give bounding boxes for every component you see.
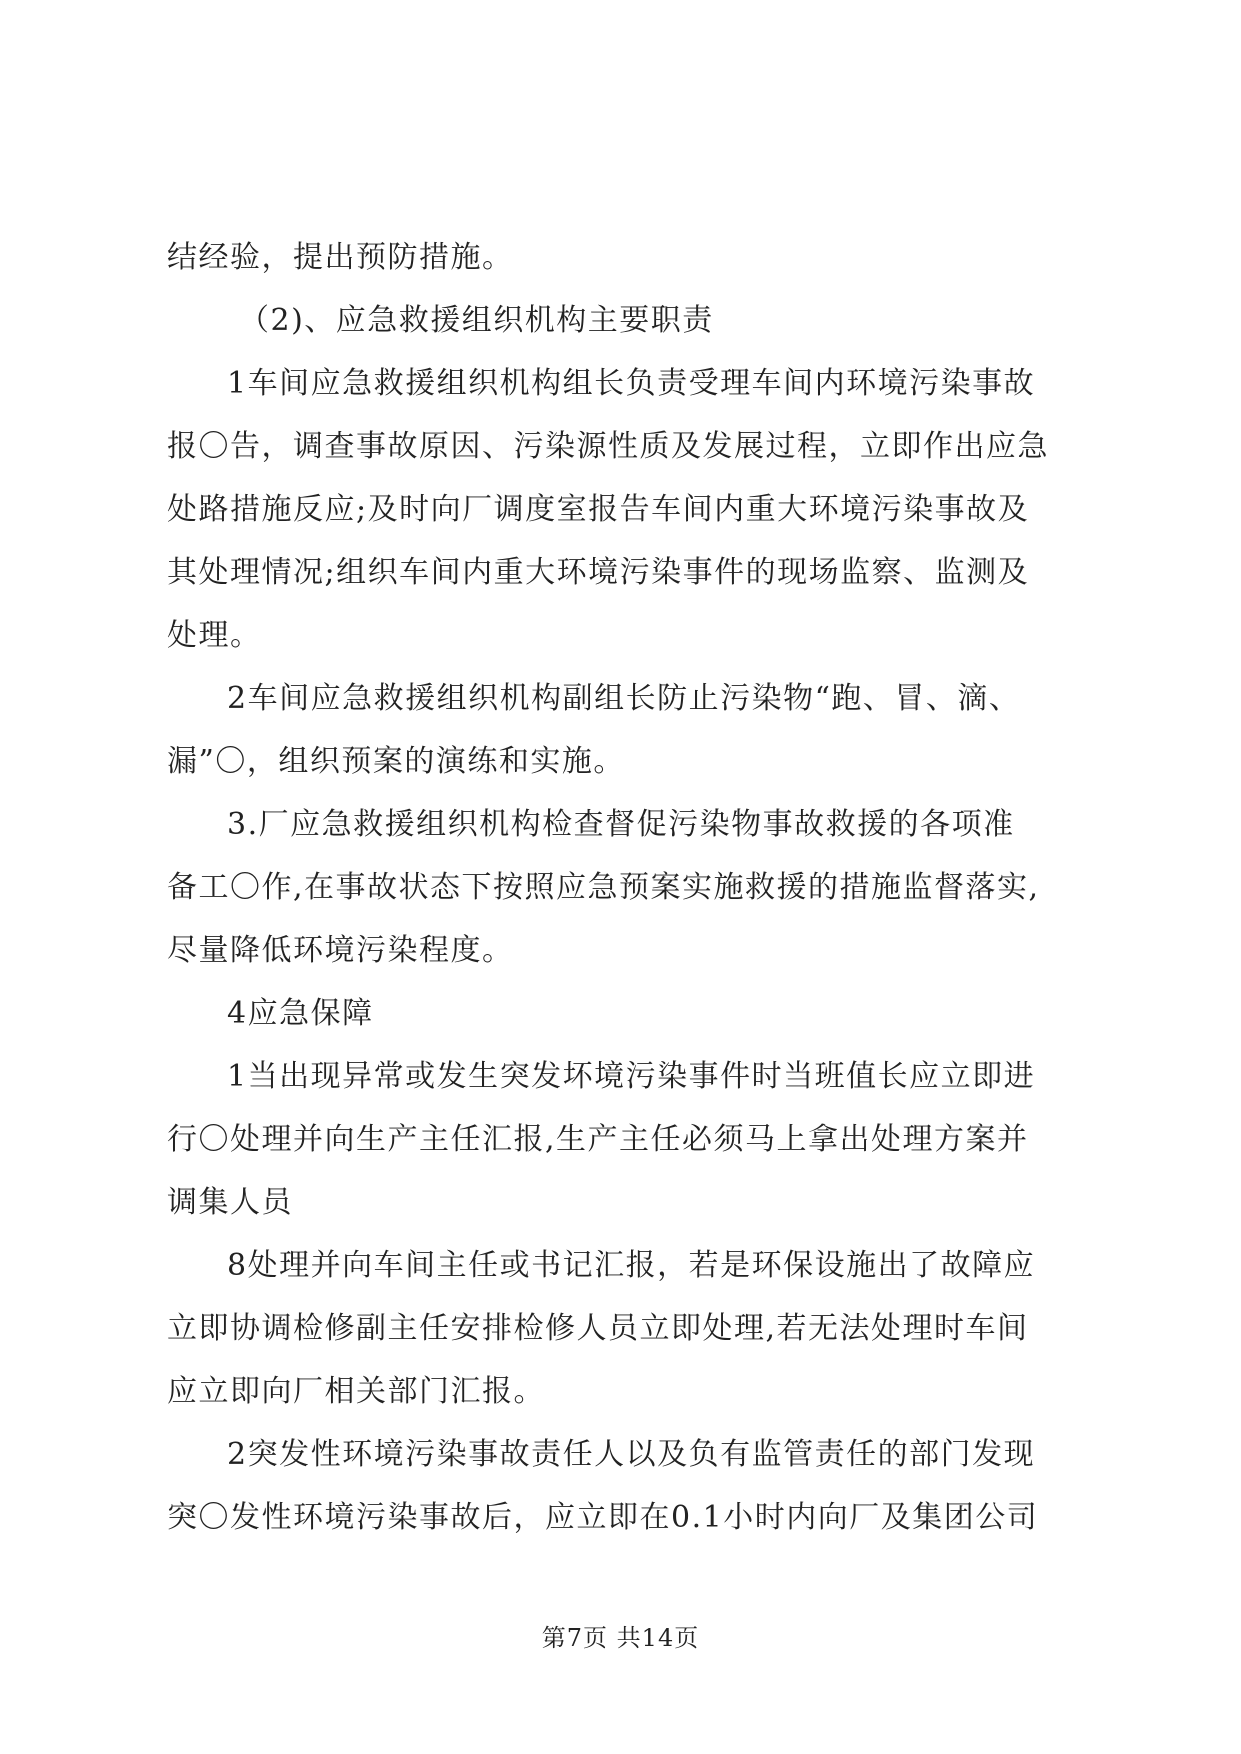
page-number-footer: 第7页 共14页 [541,1624,700,1652]
text-line: 立即协调检修副主任安排检修人员立即处理,若无法处理时车间 [167,1311,1029,1346]
text-line: 2车间应急救援组织机构副组长防止污染物“跑、冒、滴、 [227,681,1021,716]
text-line: 1车间应急救援组织机构组长负责受理车间内环境污染事故 [227,366,1036,401]
text-line: 突〇发性环境污染事故后，应立即在0.1小时内向厂及集团公司 [167,1500,1039,1535]
text-line: 3.厂应急救援组织机构检查督促污染物事故救援的各项准 [227,807,1015,842]
text-line: 8处理并向车间主任或书记汇报，若是环保设施出了故障应 [227,1248,1036,1283]
text-line: 备工〇作,在事故状态下按照应急预案实施救援的措施监督落实, [167,870,1040,905]
text-line: 处路措施反应;及时向厂调度室报告车间内重大环境污染事故及 [167,492,1030,527]
text-line: 1当出现异常或发生突发坏境污染事件时当班值长应立即进 [227,1059,1036,1094]
text-line: 调集人员 [167,1185,293,1220]
text-line: 尽量降低环境污染程度。 [167,933,514,968]
document-body [167,226,1087,1549]
text-line: 应立即向厂相关部门汇报。 [167,1374,545,1409]
text-line: 报〇告，调查事故原因、污染源性质及发展过程，立即作出应急 [167,429,1049,464]
text-line: 2突发性环境污染事故责任人以及负有监管责任的部门发现 [227,1437,1036,1472]
text-line: 结经验，提出预防措施。 [167,240,514,275]
text-line: 行〇处理并向生产主任汇报,生产主任必须马上拿出处理方案并 [167,1122,1029,1157]
section-heading: （2)、应急救援组织机构主要职责 [239,303,714,338]
text-line: 漏”〇，组织预案的演练和实施。 [167,744,625,779]
section-heading: 4应急保障 [227,996,374,1031]
text-line: 其处理情况;组织车间内重大环境污染事件的现场监察、监测及 [167,555,1030,590]
text-line: 处理。 [167,618,262,653]
